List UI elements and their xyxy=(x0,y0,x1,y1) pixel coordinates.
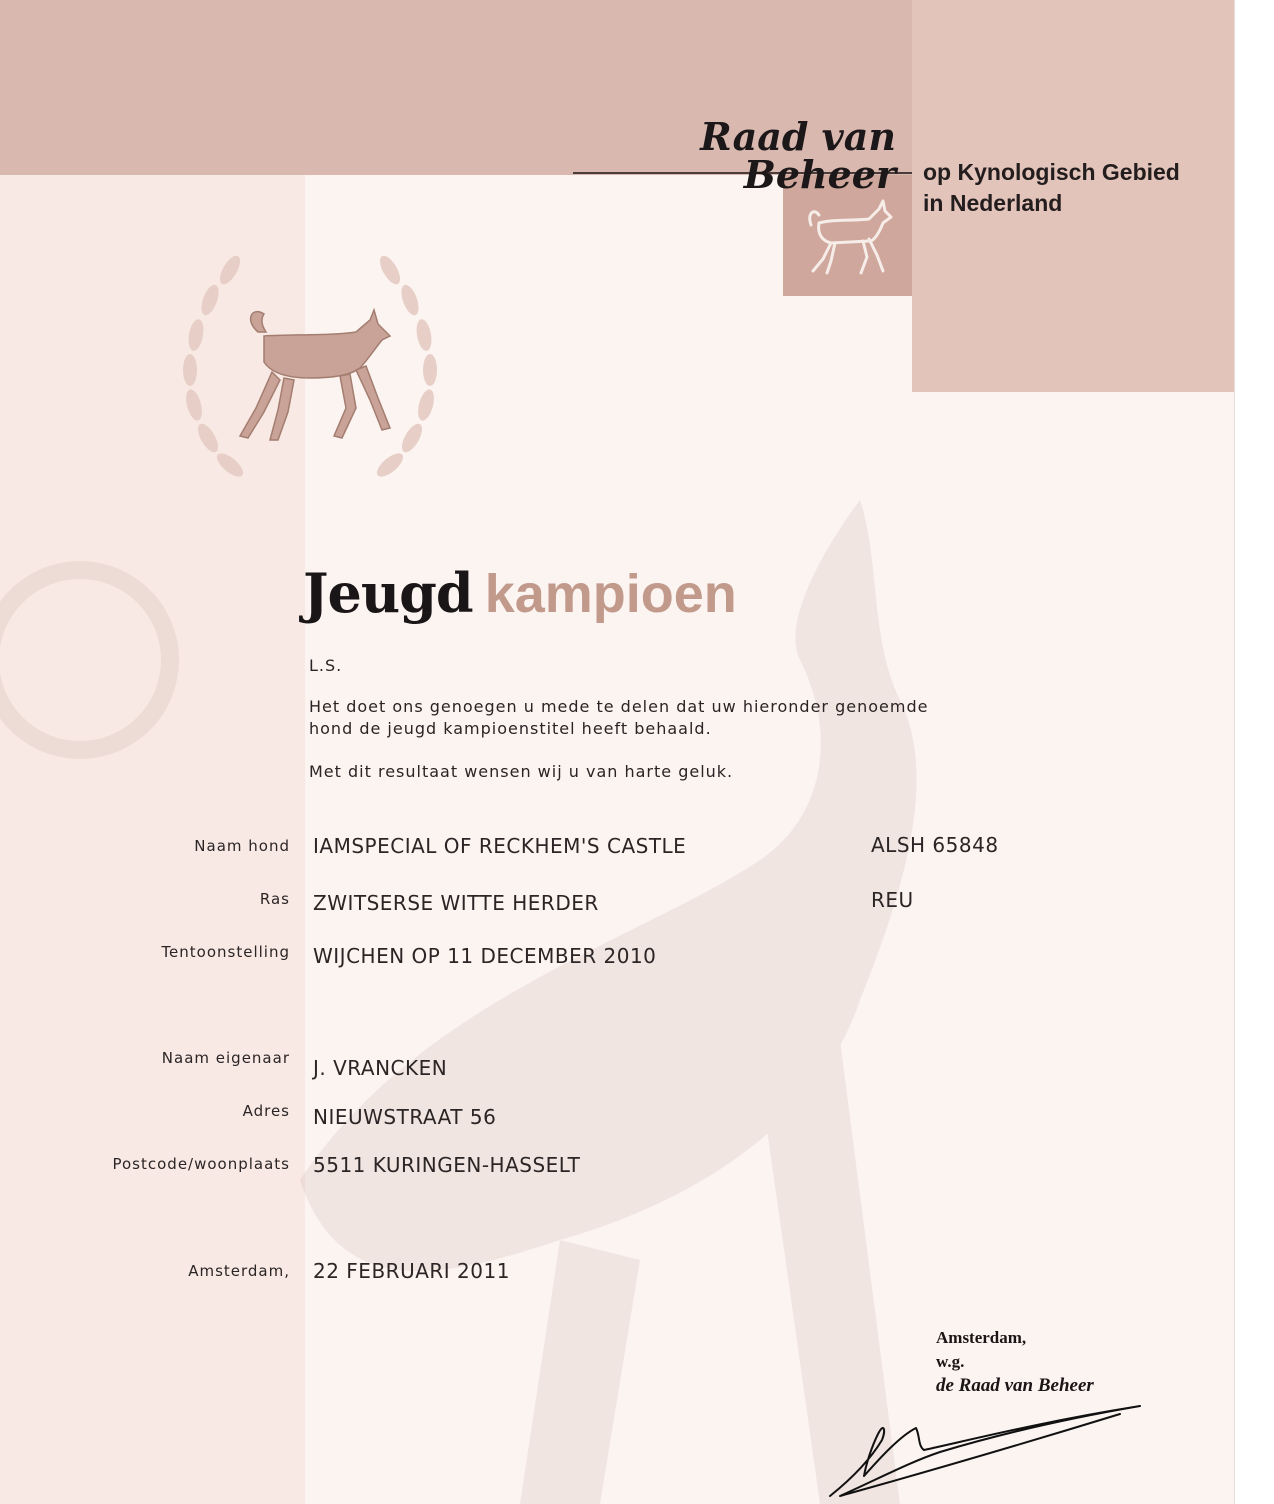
signoff-wg: w.g. xyxy=(936,1352,965,1371)
salutation: L.S. xyxy=(309,656,343,675)
postcode-label: Postcode/woonplaats xyxy=(112,1155,290,1173)
message-line-2: hond de jeugd kampioenstitel heeft behaald. xyxy=(309,719,712,738)
handwritten-signature xyxy=(820,1400,1160,1504)
org-subtitle-line1: op Kynologisch Gebied xyxy=(923,159,1180,185)
registration-number: ALSH 65848 xyxy=(871,833,999,857)
org-subtitle-line2: in Nederland xyxy=(923,190,1063,216)
breed-label: Ras xyxy=(259,890,290,908)
message-line-3: Met dit resultaat wensen wij u van harte geluk. xyxy=(309,762,734,781)
page-edge xyxy=(1234,0,1274,1504)
address-value: NIEUWSTRAAT 56 xyxy=(313,1105,497,1129)
breed-value: ZWITSERSE WITTE HERDER xyxy=(313,891,599,915)
dog-laurel-emblem-icon xyxy=(160,240,460,500)
certificate-title-jeugd: Jeugd xyxy=(303,561,473,625)
postcode-value: 5511 KURINGEN-HASSELT xyxy=(313,1153,581,1177)
org-subtitle xyxy=(923,157,1228,219)
owner-value: J. VRANCKEN xyxy=(313,1056,448,1080)
signoff-organisation: de Raad van Beheer xyxy=(936,1375,1094,1396)
signoff-place: Amsterdam, xyxy=(936,1328,1027,1347)
certificate-title-kampioen: kampioen xyxy=(484,564,737,624)
certificate-title xyxy=(303,561,737,625)
org-name: Raad van Beheer xyxy=(700,114,896,197)
message-line-1: Het doet ons genoegen u mede te delen dat uw hieronder genoemde xyxy=(309,697,929,716)
background-dog-watermark xyxy=(0,480,1234,1504)
show-value: WIJCHEN OP 11 DECEMBER 2010 xyxy=(313,944,657,968)
dog-name-label: Naam hond xyxy=(194,837,290,855)
show-label: Tentoonstelling xyxy=(161,943,290,961)
dog-name-value: IAMSPECIAL OF RECKHEM'S CASTLE xyxy=(313,834,687,858)
date-value: 22 FEBRUARI 2011 xyxy=(313,1259,510,1283)
place-label: Amsterdam, xyxy=(188,1262,290,1280)
sex-value: REU xyxy=(871,888,914,912)
owner-label: Naam eigenaar xyxy=(161,1049,290,1067)
address-label: Adres xyxy=(242,1102,290,1120)
